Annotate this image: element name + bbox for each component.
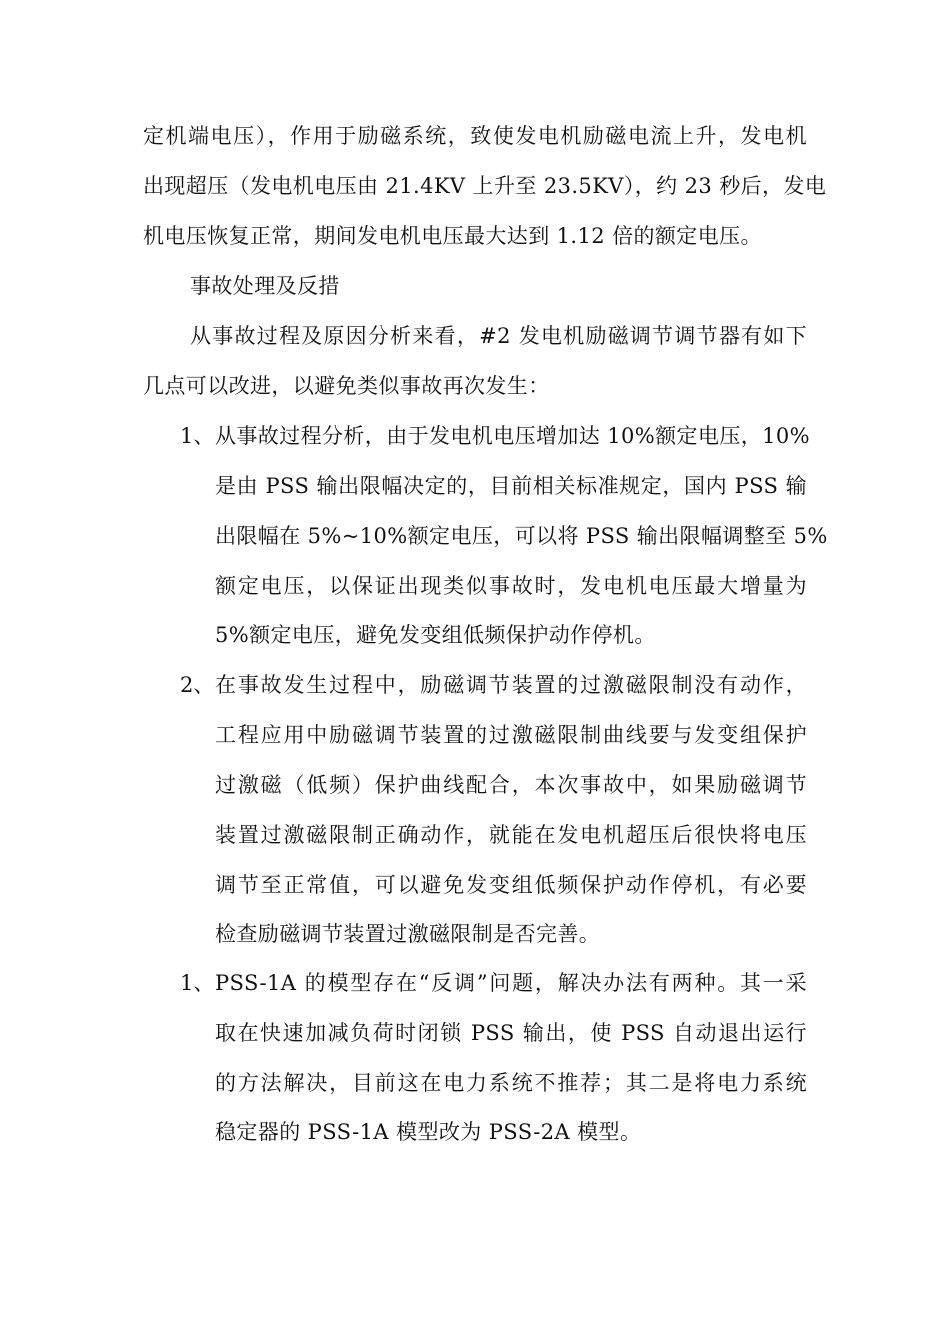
item-1-line-4: 额定电压，以保证出现类似事故时，发电机电压最大增量为 [215,574,807,598]
item-2-number: 2、 [180,673,215,697]
item-2-line-2: 工程应用中励磁调节装置的过激磁限制曲线要与发变组保护 [215,723,807,747]
intro-line-3: 机电压恢复正常，期间发电机电压最大达到 1.12 倍的额定电压。 [143,224,762,248]
item-1-line-3: 出限幅在 5%~10%额定电压，可以将 PSS 输出限幅调整至 5% [215,524,828,548]
item-1-line-5: 5%额定电压，避免发变组低频保护动作停机。 [215,623,656,647]
item-2-line-4: 装置过激磁限制正确动作，就能在发电机超压后很快将电压 [215,823,807,847]
intro-line-1: 定机端电压），作用于励磁系统，致使发电机励磁电流上升，发电机 [143,124,807,148]
item-1-line-2: 是由 PSS 输出限幅决定的，目前相关标准规定，国内 PSS 输 [215,474,807,498]
section-heading: 事故处理及反措 [190,274,340,298]
intro-line-2: 出现超压（发电机电压由 21.4KV 上升至 23.5KV），约 23 秒后，发电 [143,174,827,198]
item-3-line-3: 的方法解决，目前这在电力系统不推荐；其二是将电力系统 [215,1071,807,1095]
item-2-line-6: 检查励磁调节装置过激磁限制是否完善。 [215,922,601,946]
item-2-line-5: 调节至正常值，可以避免发变组低频保护动作停机，有必要 [215,873,807,897]
item-2-line-1: 在事故发生过程中，励磁调节装置的过激磁限制没有动作， [215,673,807,697]
analysis-line-1: 从事故过程及原因分析来看，#2 发电机励磁调节调节器有如下 [190,324,807,348]
analysis-line-2: 几点可以改进，以避免类似事故再次发生： [143,374,550,398]
item-3-line-4: 稳定器的 PSS-1A 模型改为 PSS-2A 模型。 [215,1120,642,1144]
item-1-number: 1、 [180,424,215,448]
item-1-line-1: 从事故过程分析，由于发电机电压增加达 10%额定电压，10% [215,424,811,448]
item-3-line-1: PSS-1A 的模型存在“反调”问题，解决办法有两种。其一采 [215,971,807,995]
item-3-number: 1、 [180,971,215,995]
item-2-line-3: 过激磁（低频）保护曲线配合，本次事故中，如果励磁调节 [215,773,807,797]
item-3-line-2: 取在快速加减负荷时闭锁 PSS 输出，使 PSS 自动退出运行 [215,1021,807,1045]
